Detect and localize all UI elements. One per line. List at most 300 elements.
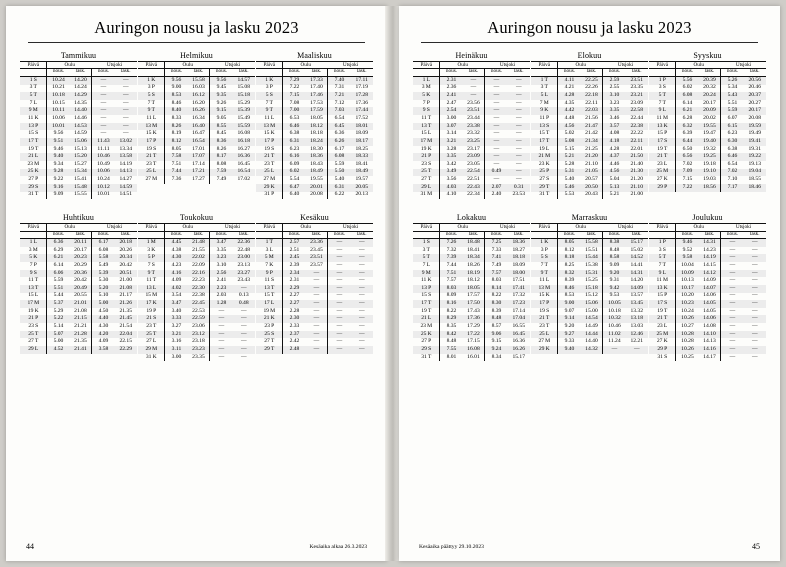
cell-oulu-rise: 2.45 — [289, 254, 300, 261]
cell-utsjoki-rise: — — [493, 130, 500, 137]
cell-oulu-rise: 9.00 — [171, 84, 182, 91]
cell-utsjoki-set: 16.45 — [512, 330, 526, 337]
cell-oulu-rise: 6.28 — [682, 115, 693, 121]
cell-utsjoki-rise: 9.05 — [216, 115, 227, 121]
cell-oulu-set: 16.20 — [187, 100, 210, 108]
col-group-utsjoki: Utsjoki — [92, 62, 137, 69]
col-oulu-set: lask. — [462, 231, 485, 238]
cell-utsjoki-set: 17.14 — [512, 307, 526, 314]
cell-utsjoki-set: 18.46 — [748, 183, 762, 190]
table-row — [20, 107, 137, 115]
cell-day: 15 T — [531, 130, 558, 138]
cell-utsjoki-rise: 11.02 — [608, 330, 621, 337]
cell-oulu-set: 17.46 — [305, 92, 328, 100]
cell-day: 19 M — [256, 308, 283, 316]
cell-oulu-set: 20.43 — [580, 192, 603, 200]
cell-oulu-rise: 10.21 — [52, 84, 65, 91]
month-table — [649, 61, 766, 192]
cell-utsjoki-set: 18.17 — [355, 137, 369, 144]
cell-utsjoki-set: 19.13 — [748, 160, 762, 167]
cell-oulu-set: 19.55 — [698, 123, 721, 131]
cell-utsjoki-rise: 9.26 — [216, 99, 227, 106]
cell-oulu-rise: 3.14 — [446, 130, 457, 137]
cell-day: 15 S — [20, 130, 47, 138]
table-row — [20, 85, 137, 93]
table-row — [256, 270, 373, 278]
cell-utsjoki-rise: — — [336, 284, 343, 291]
cell-utsjoki-set: 16.08 — [237, 130, 251, 137]
cell-oulu-set: 19.55 — [305, 176, 328, 184]
table-row — [413, 115, 530, 123]
col-day: Päivä — [138, 224, 165, 231]
cell-utsjoki-set: 14.31 — [630, 269, 644, 276]
cell-oulu-rise: 2.27 — [289, 300, 300, 307]
cell-oulu-set: 18.19 — [462, 270, 485, 278]
cell-oulu-set: 15.27 — [69, 161, 92, 169]
cell-utsjoki-rise: 9.42 — [609, 284, 620, 291]
table-row — [649, 285, 766, 293]
cell-day: 31 T — [531, 192, 558, 200]
cell-day: 27 T — [413, 176, 440, 184]
cell-oulu-set: 23.23 — [187, 346, 210, 354]
cell-oulu-rise: 7.02 — [682, 160, 693, 167]
cell-day: 11 L — [531, 277, 558, 285]
cell-oulu-set: 15.20 — [69, 153, 92, 161]
cell-utsjoki-set: 18.33 — [355, 153, 369, 160]
cell-oulu-rise: 9.40 — [53, 153, 64, 160]
cell-oulu-set: — — [462, 92, 485, 100]
cell-utsjoki-set: — — [358, 292, 365, 299]
col-utsjoki-set: lask. — [232, 231, 255, 238]
cell-oulu-set: 21.01 — [69, 300, 92, 308]
cell-oulu-set: 22.59 — [187, 315, 210, 323]
cell-utsjoki-set: 17.51 — [512, 277, 526, 284]
cell-oulu-rise: 6.09 — [289, 160, 300, 167]
cell-oulu-set: 15.34 — [69, 169, 92, 177]
cell-day: 3 T — [20, 85, 47, 93]
table-row — [138, 323, 255, 331]
cell-utsjoki-set: — — [515, 176, 522, 183]
cell-oulu-set: 22.03 — [580, 107, 603, 115]
cell-utsjoki-set: — — [122, 99, 129, 106]
table-row — [20, 176, 137, 184]
cell-day: 9 L — [649, 270, 676, 278]
cell-day: 9 S — [20, 270, 47, 278]
cell-utsjoki-set: 23.09 — [630, 99, 644, 106]
cell-utsjoki-set: — — [358, 300, 365, 307]
month-table — [413, 61, 530, 199]
cell-utsjoki-set: 19.22 — [748, 153, 762, 160]
cell-oulu-rise: 10.13 — [681, 277, 694, 284]
cell-utsjoki-rise: 4.20 — [98, 330, 109, 337]
cell-oulu-rise: 6.36 — [53, 238, 64, 245]
cell-oulu-set: — — [305, 300, 328, 308]
table-row — [138, 262, 255, 270]
cell-utsjoki-rise: 7.49 — [491, 261, 502, 268]
col-day-blank — [138, 231, 165, 238]
table-row — [20, 153, 137, 161]
cell-oulu-set: 18.43 — [305, 161, 328, 169]
cell-utsjoki-set: 21.26 — [119, 300, 133, 307]
month-table — [138, 223, 255, 361]
col-oulu-set: lask. — [698, 231, 721, 238]
cell-utsjoki-rise: 8.36 — [216, 137, 227, 144]
cell-day: 3 M — [20, 247, 47, 255]
table-row — [138, 123, 255, 131]
cell-day: 29 T — [531, 184, 558, 192]
cell-utsjoki-rise: 11.24 — [608, 338, 621, 345]
cell-oulu-rise: 6.44 — [682, 137, 693, 144]
month-block-maaliskuu — [256, 51, 373, 199]
cell-utsjoki-rise: 0.49 — [491, 168, 502, 175]
cell-utsjoki-set: 19.57 — [355, 176, 369, 183]
table-row — [138, 346, 255, 354]
col-group-oulu: Oulu — [283, 224, 328, 231]
table-row — [649, 146, 766, 154]
col-group-oulu: Oulu — [283, 62, 328, 69]
cell-day: 25 T — [413, 169, 440, 177]
cell-oulu-set: 21.08 — [69, 308, 92, 316]
cell-day: 13 K — [649, 123, 676, 131]
cell-utsjoki-rise: — — [336, 254, 343, 261]
cell-day: 21 T — [138, 153, 165, 161]
cell-utsjoki-rise: — — [729, 353, 736, 360]
table-row — [20, 285, 137, 293]
col-oulu-rise: nous. — [47, 69, 70, 76]
table-row — [20, 100, 137, 108]
cell-oulu-rise: 7.15 — [682, 176, 693, 183]
cell-oulu-set: 14.15 — [698, 262, 721, 270]
cell-utsjoki-rise: — — [336, 307, 343, 314]
table-row — [531, 270, 648, 278]
cell-oulu-set: 19.03 — [698, 176, 721, 184]
cell-oulu-set: 14.40 — [580, 338, 603, 346]
cell-utsjoki-set: 20.13 — [355, 191, 369, 198]
cell-day: 1 L — [20, 239, 47, 247]
cell-utsjoki-set: 0.13 — [238, 292, 249, 299]
cell-oulu-set: 15.31 — [580, 270, 603, 278]
table-row — [138, 107, 255, 115]
cell-oulu-set: 22.53 — [187, 308, 210, 316]
cell-day: 23 T — [531, 323, 558, 331]
cell-utsjoki-rise: 6.30 — [727, 137, 738, 144]
col-oulu-rise: nous. — [676, 69, 699, 76]
month-name: Kesäkuu — [300, 213, 329, 223]
cell-oulu-set: 17.40 — [305, 85, 328, 93]
cell-oulu-set: 18.24 — [305, 138, 328, 146]
cell-oulu-rise: 7.00 — [289, 107, 300, 114]
cell-utsjoki-rise: — — [729, 307, 736, 314]
table-row — [413, 161, 530, 169]
cell-day: 25 M — [649, 169, 676, 177]
cell-day: 13 M — [531, 285, 558, 293]
cell-oulu-rise: 10.27 — [681, 323, 694, 329]
cell-oulu-rise: 4.45 — [171, 238, 182, 245]
cell-utsjoki-rise: — — [493, 107, 500, 114]
cell-day: 17 P — [256, 138, 283, 146]
cell-day: 21 P — [413, 153, 440, 161]
cell-utsjoki-set: — — [515, 84, 522, 91]
cell-utsjoki-set: 20.46 — [748, 84, 762, 91]
cell-oulu-set: 14.29 — [69, 92, 92, 100]
col-oulu-set: lask. — [698, 69, 721, 76]
cell-day: 5 T — [649, 92, 676, 100]
cell-utsjoki-rise: — — [218, 330, 225, 337]
col-group-oulu: Oulu — [165, 62, 210, 69]
cell-utsjoki-set: 16.36 — [512, 338, 526, 345]
cell-oulu-set: — — [305, 270, 328, 278]
cell-day: 11 L — [256, 115, 283, 123]
table-row — [20, 293, 137, 301]
cell-day: 1 P — [649, 76, 676, 84]
table-row — [649, 130, 766, 138]
cell-oulu-rise: 4.35 — [564, 99, 575, 106]
cell-utsjoki-rise: — — [729, 300, 736, 307]
cell-day: 13 P — [413, 285, 440, 293]
cell-utsjoki-rise: — — [729, 338, 736, 345]
cell-utsjoki-set: — — [358, 338, 365, 345]
cell-utsjoki-set: — — [751, 330, 758, 337]
table-row — [138, 153, 255, 161]
cell-oulu-set: 18.26 — [462, 262, 485, 270]
table-row — [20, 308, 137, 316]
table-row — [256, 169, 373, 177]
table-row — [649, 107, 766, 115]
cell-day: 25 S — [256, 331, 283, 339]
col-day: Päivä — [256, 224, 283, 231]
col-group-utsjoki: Utsjoki — [721, 62, 766, 69]
cell-oulu-set: 14.13 — [698, 338, 721, 346]
cell-day: 11 T — [413, 115, 440, 123]
cell-oulu-set: 14.07 — [698, 285, 721, 293]
cell-utsjoki-set: — — [633, 345, 640, 352]
cell-utsjoki-set: 13.58 — [119, 153, 133, 160]
cell-utsjoki-set: 17.28 — [355, 92, 369, 99]
col-utsjoki-set: lask. — [743, 69, 766, 76]
cell-oulu-set: 20.49 — [69, 285, 92, 293]
cell-day: 1 L — [413, 76, 440, 84]
cell-utsjoki-rise: 9.31 — [609, 277, 620, 284]
cell-oulu-set: 14.54 — [580, 315, 603, 323]
cell-oulu-set: 15.58 — [580, 239, 603, 247]
cell-utsjoki-rise: 3.58 — [98, 345, 109, 352]
cell-utsjoki-set: 23.51 — [630, 76, 644, 83]
col-oulu-set: lask. — [462, 69, 485, 76]
cell-oulu-rise: 8.12 — [171, 137, 182, 144]
cell-oulu-rise: 8.48 — [446, 338, 457, 345]
cell-utsjoki-set: 19.41 — [748, 137, 762, 144]
cell-utsjoki-set: — — [122, 115, 129, 121]
cell-day: 21 T — [256, 153, 283, 161]
table-row — [413, 239, 530, 247]
cell-day: 3 T — [413, 247, 440, 255]
cell-utsjoki-set: — — [515, 168, 522, 175]
cell-oulu-set: 14.59 — [69, 130, 92, 138]
cell-oulu-rise: 9.09 — [53, 191, 64, 198]
cell-utsjoki-rise: — — [493, 99, 500, 106]
cell-oulu-set: — — [305, 315, 328, 323]
cell-oulu-rise: 3.49 — [446, 168, 457, 175]
cell-utsjoki-set: 20.51 — [119, 269, 133, 276]
table-row — [531, 115, 648, 123]
cell-day: 7 T — [138, 100, 165, 108]
table-row — [20, 123, 137, 131]
cell-day: 13 T — [413, 123, 440, 131]
cell-utsjoki-set: — — [515, 92, 522, 99]
cell-oulu-set: 18.30 — [305, 146, 328, 154]
cell-oulu-set: — — [305, 338, 328, 346]
cell-utsjoki-rise: 5.00 — [98, 300, 109, 307]
cell-oulu-set: — — [305, 308, 328, 316]
cell-oulu-set: 17.50 — [462, 300, 485, 308]
month-row-4 — [399, 213, 780, 361]
cell-oulu-rise: 6.46 — [289, 122, 300, 129]
cell-utsjoki-rise: 6.54 — [334, 115, 345, 121]
col-group-utsjoki: Utsjoki — [210, 224, 255, 231]
cell-utsjoki-rise: 4.40 — [98, 315, 109, 322]
col-day: Päivä — [20, 224, 47, 231]
cell-oulu-rise: 10.17 — [681, 284, 694, 291]
cell-oulu-set: 15.55 — [69, 192, 92, 200]
cell-utsjoki-rise: 2.59 — [609, 76, 620, 83]
cell-utsjoki-rise: 4.08 — [609, 130, 620, 137]
cell-oulu-set: 17.29 — [462, 323, 485, 331]
cell-utsjoki-set: 18.01 — [355, 122, 369, 129]
cell-oulu-rise: 6.56 — [682, 153, 693, 160]
cell-day: 17 T — [531, 138, 558, 146]
cell-utsjoki-set: 23.21 — [630, 92, 644, 99]
col-utsjoki-set: lask. — [507, 69, 530, 76]
cell-utsjoki-set: 13.32 — [630, 307, 644, 314]
month-block-toukokuu — [138, 213, 255, 361]
cell-utsjoki-rise: 3.10 — [609, 92, 620, 99]
cell-oulu-rise: 6.50 — [682, 145, 693, 152]
cell-utsjoki-set: — — [751, 292, 758, 299]
cell-oulu-set: — — [305, 323, 328, 331]
cell-day: 9 M — [413, 270, 440, 278]
cell-oulu-rise: 7.22 — [289, 84, 300, 91]
cell-day: 1 P — [649, 239, 676, 247]
table-row — [20, 76, 137, 84]
cell-utsjoki-set: 14.27 — [119, 176, 133, 183]
cell-oulu-set: 23.51 — [305, 254, 328, 262]
cell-day: 23 T — [256, 161, 283, 169]
cell-utsjoki-set: — — [515, 153, 522, 160]
table-row — [649, 76, 766, 84]
cell-utsjoki-rise: 7.49 — [216, 176, 227, 183]
month-name: Toukokuu — [179, 213, 214, 223]
cell-oulu-set: 16.54 — [187, 138, 210, 146]
cell-oulu-rise: 8.29 — [446, 315, 457, 322]
table-row — [413, 138, 530, 146]
cell-utsjoki-rise: 2.56 — [216, 269, 227, 276]
cell-oulu-set: 22.02 — [187, 254, 210, 262]
cell-utsjoki-set: — — [358, 277, 365, 284]
cell-utsjoki-rise: 4.30 — [98, 323, 109, 329]
cell-utsjoki-rise: 6.38 — [727, 145, 738, 152]
cell-utsjoki-rise: 8.45 — [216, 130, 227, 137]
cell-oulu-rise: 4.11 — [564, 76, 575, 83]
table-row — [413, 323, 530, 331]
table-row — [413, 92, 530, 100]
cell-oulu-rise: 8.46 — [564, 284, 575, 291]
cell-day: 15 P — [649, 293, 676, 301]
cell-oulu-set: 22.30 — [187, 285, 210, 293]
col-day: Päivä — [413, 62, 440, 69]
cell-day: 19 T — [413, 308, 440, 316]
col-group-oulu: Oulu — [47, 224, 92, 231]
cell-oulu-rise: 2.34 — [289, 269, 300, 276]
cell-utsjoki-rise: — — [218, 307, 225, 314]
month-table — [256, 61, 373, 199]
cell-oulu-rise: 4.02 — [171, 284, 182, 291]
cell-utsjoki-rise: — — [493, 176, 500, 183]
cell-oulu-rise: 4.03 — [446, 183, 457, 190]
cell-oulu-set: 21.05 — [580, 169, 603, 177]
cell-oulu-set: 14.16 — [698, 346, 721, 354]
cell-oulu-rise: 6.23 — [289, 145, 300, 152]
cell-day: 17 T — [20, 138, 47, 146]
cell-utsjoki-set: — — [515, 130, 522, 137]
cell-day: 27 M — [256, 176, 283, 184]
cell-oulu-rise: 3.54 — [171, 292, 182, 299]
cell-oulu-rise: 10.24 — [52, 76, 65, 83]
col-group-utsjoki: Utsjoki — [328, 224, 373, 231]
col-day-blank — [413, 231, 440, 238]
cell-utsjoki-set: — — [515, 99, 522, 106]
cell-oulu-set: — — [305, 277, 328, 285]
cell-oulu-set: 21.35 — [69, 338, 92, 346]
cell-oulu-rise: 8.05 — [171, 145, 182, 152]
cell-day: 29 L — [20, 346, 47, 354]
cell-utsjoki-rise: — — [336, 261, 343, 268]
cell-utsjoki-rise: 9.24 — [491, 345, 502, 352]
cell-utsjoki-rise: — — [493, 153, 500, 160]
month-tbody — [20, 239, 137, 354]
col-group-utsjoki: Utsjoki — [485, 224, 530, 231]
cell-day: 11 M — [649, 115, 676, 123]
cell-utsjoki-set: — — [240, 315, 247, 322]
cell-oulu-rise: 3.21 — [446, 137, 457, 144]
cell-utsjoki-rise: 3.10 — [216, 261, 227, 268]
cell-utsjoki-set: — — [122, 107, 129, 114]
table-row — [256, 115, 373, 123]
cell-oulu-rise: 7.09 — [682, 168, 693, 175]
col-utsjoki-rise: nous. — [603, 69, 626, 76]
cell-oulu-set: 23.05 — [462, 161, 485, 169]
table-row — [256, 161, 373, 169]
cell-oulu-rise: 7.57 — [446, 277, 457, 284]
cell-utsjoki-set: — — [515, 76, 522, 83]
cell-utsjoki-set: 20.08 — [748, 115, 762, 121]
cell-utsjoki-rise: 8.38 — [609, 238, 620, 245]
cell-utsjoki-rise: 2.55 — [609, 84, 620, 91]
cell-day: 9 L — [649, 107, 676, 115]
cell-oulu-set: 15.00 — [580, 308, 603, 316]
table-row — [256, 100, 373, 108]
table-row — [413, 192, 530, 200]
table-row — [531, 192, 648, 200]
cell-oulu-set: 20.17 — [69, 247, 92, 255]
cell-oulu-set: 14.19 — [698, 254, 721, 262]
cell-utsjoki-rise: — — [729, 315, 736, 322]
cell-oulu-rise: 7.26 — [446, 238, 457, 245]
table-row — [531, 254, 648, 262]
month-table — [138, 61, 255, 184]
col-day: Päivä — [20, 62, 47, 69]
cell-utsjoki-set: 21.50 — [630, 153, 644, 160]
table-row — [531, 130, 648, 138]
